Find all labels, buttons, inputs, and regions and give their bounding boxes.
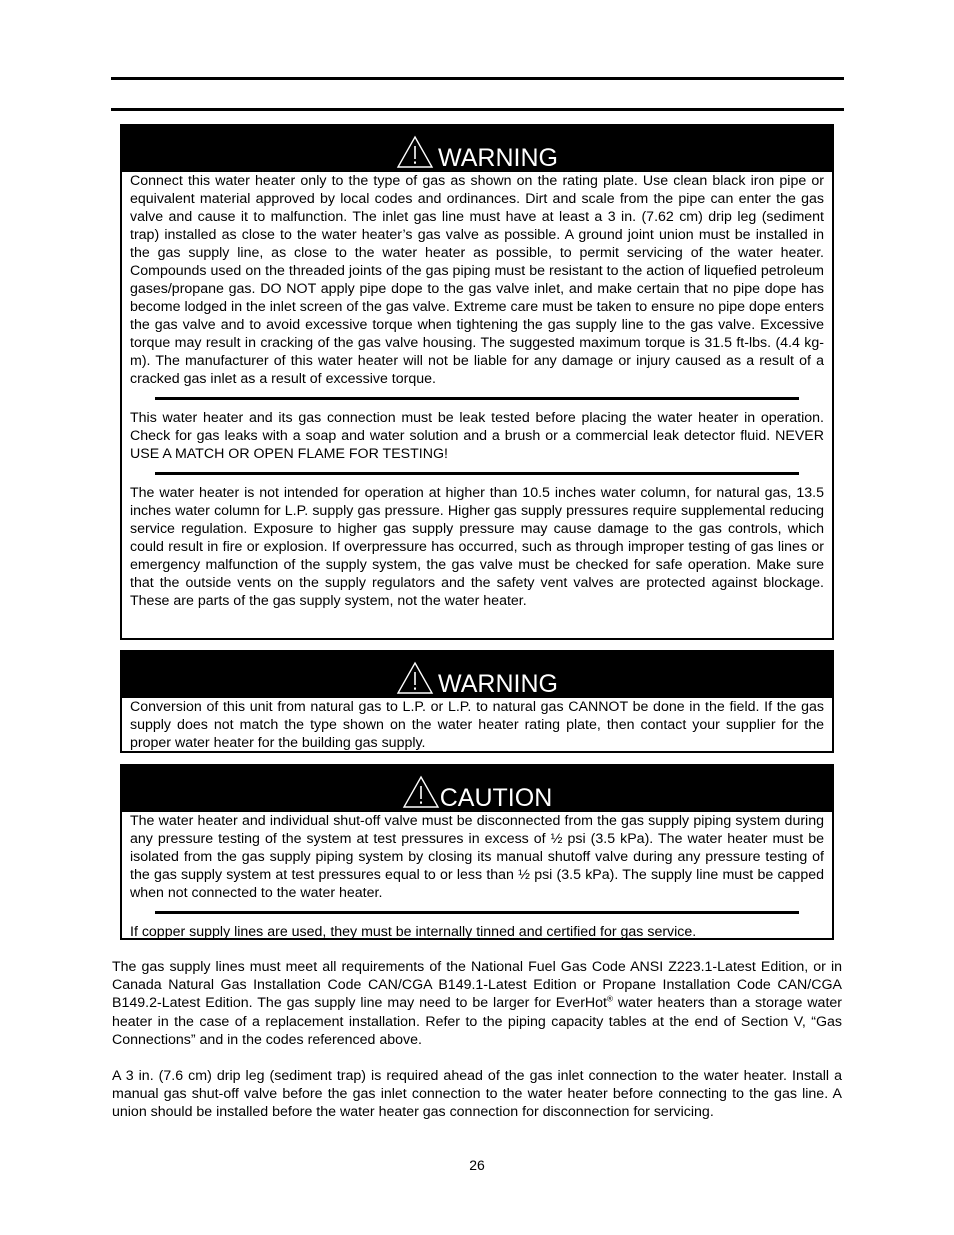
- warning-header: [122, 652, 832, 698]
- warning-paragraph-pressure: The water heater is not intended for operation at higher than 10.5 inches water column, for natural gas, 13.5 inches water column for L.P. supply gas pressure. Higher gas supply pressures require supplemental reducing service regulation. Exposure to higher gas supply pressure may cause damage to the gas controls, which could result in fire or explosion. If overpressure has occurred, such as through improper testing of gas lines or emergency malfunction of the supply system, the gas valve must be checked for safe operation. Make sure that the outside vents on the supply regulators and the safety vent valves are protected against blockage. These are parts of the gas supply system, not the water heater.: [130, 485, 824, 609]
- registered-mark: ®: [607, 994, 613, 1004]
- warning-triangle-icon: [396, 661, 434, 695]
- warning-box-gas-connection: [120, 124, 834, 640]
- header-rule-bottom: [111, 108, 844, 111]
- caution-header: [122, 766, 832, 812]
- page-number: 26: [469, 1157, 485, 1173]
- body-paragraph-drip-leg: A 3 in. (7.6 cm) drip leg (sediment trap) is required ahead of the gas inlet connection to the water heater. Install a manual gas shut-off valve before the gas inlet connection to the water heater before connecting to the gas line. A union should be installed before the water heater gas connection for disconnection for servicing.: [112, 1068, 842, 1121]
- caution-paragraph-pressure-testing: The water heater and individual shut-off valve must be disconnected from the gas supply piping system during any pressure testing of the system at test pressures in excess of ½ psi (3.5 kPa). The water heater must be isolated from the gas supply piping system by closing its manual shutoff valve during any pressure testing of the gas supply system at test pressures equal to or less than ½ psi (3.5 kPa). The supply line must be capped when not connected to the water heater.: [130, 813, 824, 901]
- warning-paragraph-leak-test: This water heater and its gas connection must be leak tested before placing the water heater in operation. Check for gas leaks with a soap and water solution and a brush or a commercial leak detector fluid. NEVER USE A MATCH OR OPEN FLAME FOR TESTING!: [130, 410, 824, 462]
- header-rule-top: [111, 77, 844, 80]
- caution-box-pressure-testing: [120, 764, 834, 940]
- divider: [155, 911, 799, 914]
- body-paragraph-gas-codes: [112, 958, 842, 1049]
- body-text: The gas supply lines must meet all requirements of the National Fuel Gas Code ANSI Z223.1-Latest Edition, or in Canada Natural Gas Installation Code CAN/CGA B149.1-Latest Edition or Propane Installation Code CAN/CGA B149.2-Latest Edition. The gas supply line may need to be larger for EverHot: [112, 959, 842, 1012]
- warning-triangle-icon: [396, 135, 434, 169]
- warning-paragraph-conversion: Conversion of this unit from natural gas to L.P. or L.P. to natural gas CANNOT be done in the field. If the gas supply does not match the type shown on the water heater rating plate, then contact your supplier for the proper water heater for the building gas supply.: [130, 699, 824, 751]
- warning-title: WARNING: [438, 670, 558, 698]
- divider: [155, 472, 799, 475]
- body-text: water heaters than a storage water heater in the case of a replacement installation. Refer to the piping capacity tables at the end of Section V, “Gas Connections” and in the codes referenced above.: [112, 995, 842, 1048]
- warning-box-conversion: [120, 650, 834, 753]
- warning-title: WARNING: [438, 144, 558, 172]
- divider: [155, 397, 799, 400]
- caution-title: CAUTION: [439, 784, 553, 812]
- warning-paragraph-gas-type: Connect this water heater only to the type of gas as shown on the rating plate. Use clean black iron pipe or equivalent material approved by local codes and ordinances. Dirt and scale from the pipe can enter the gas valve and cause it to malfunction. The inlet gas line must have at least a 3 in. (7.62 cm) drip leg (sediment trap) installed as close to the water heater’s gas valve as possible. A ground joint union must be installed in the gas supply line, as close to the water heater as possible, to permit servicing of the water heater. Compounds used on the threaded joints of the gas piping must be resistant to the action of liquefied petroleum gases/propane gas. DO NOT apply pipe dope to the gas valve inlet, and make certain that no pipe dope has become lodged in the inlet screen of the gas valve. Extreme care must be taken to ensure no pipe dope enters the gas valve and to avoid excessive torque when tightening the gas supply line to the gas valve. Excessive torque may result in cracking of the gas valve housing. The suggested maximum torque is 31.5 ft-lbs. (4.4 kg-m). The manufacturer of this water heater will not be liable for any damage or injury caused as a result of a cracked gas inlet as a result of excessive torque.: [130, 173, 824, 387]
- warning-header: [122, 126, 832, 172]
- warning-triangle-icon: [402, 775, 440, 809]
- caution-paragraph-copper-lines: If copper supply lines are used, they must be internally tinned and certified for gas service.: [130, 924, 697, 940]
